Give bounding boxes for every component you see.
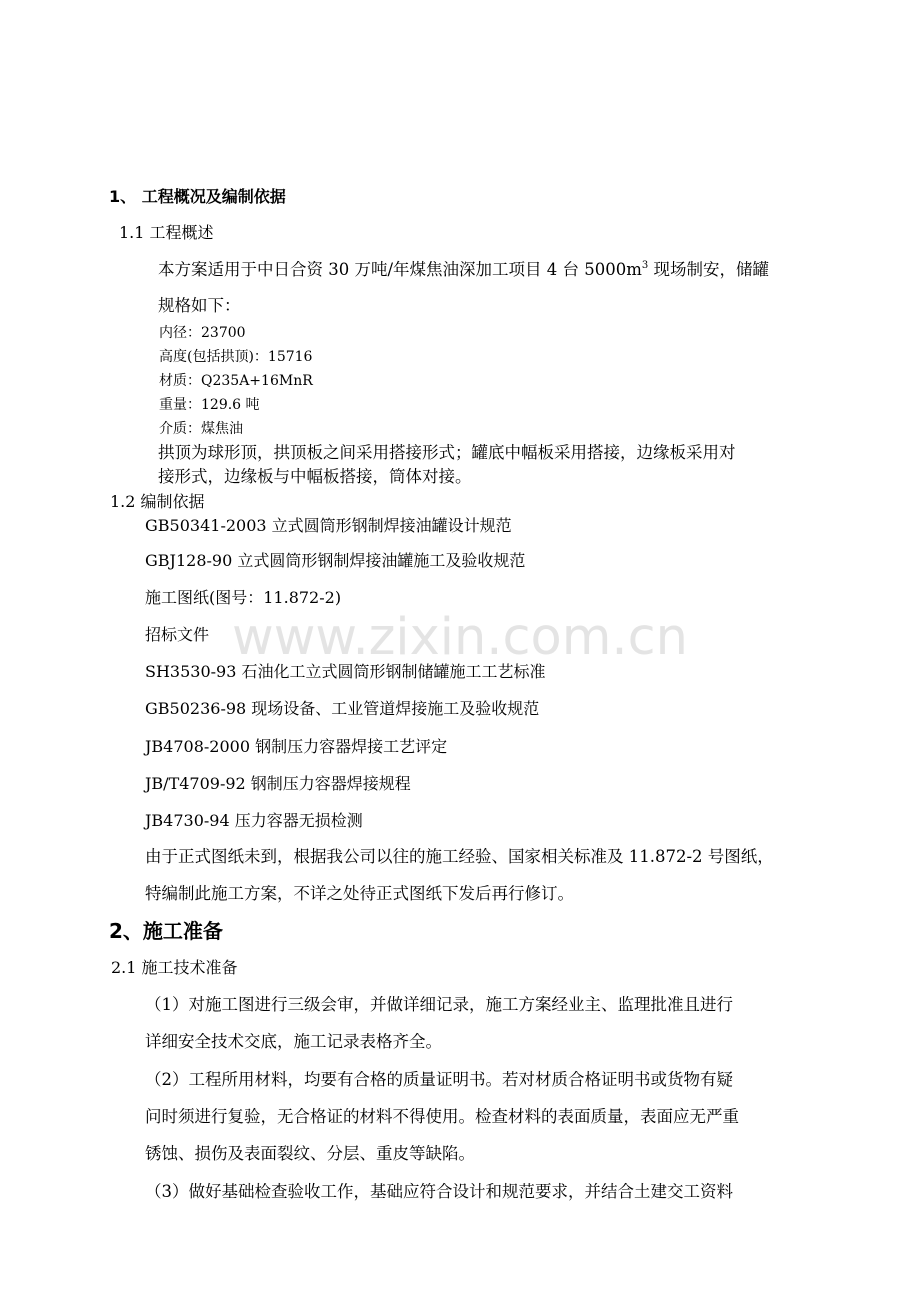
note-line-2: 特编制此施工方案，不详之处待正式图纸下发后再行修订。: [145, 884, 574, 903]
prep-item-2-line-3: 锈蚀、损伤及表面裂纹、分层、重皮等缺陷。: [145, 1144, 475, 1163]
reference-item: 施工图纸(图号：11.872-2): [145, 588, 342, 607]
spec-height: 高度(包括拱顶)：15716: [159, 349, 313, 365]
prep-item-3-line-1: （3）做好基础检查验收工作，基础应符合设计和规范要求，并结合土建交工资料: [145, 1182, 733, 1201]
prep-item-1-line-1: （1）对施工图进行三级会审，并做详细记录，施工方案经业主、监理批准且进行: [145, 995, 733, 1014]
spec-inner-diameter: 内径：23700: [159, 325, 246, 341]
reference-item: SH3530-93 石油化工立式圆筒形钢制储罐施工工艺标准: [145, 662, 546, 681]
section-1-2-heading: 1.2 编制依据: [110, 492, 205, 511]
structure-line-1: 拱顶为球形顶，拱顶板之间采用搭接形式；罐底中幅板采用搭接，边缘板采用对: [158, 443, 736, 462]
reference-item: JB4730-94 压力容器无损检测: [145, 811, 363, 830]
watermark: www.zixin.com.cn: [232, 608, 688, 667]
note-line-1: 由于正式图纸未到，根据我公司以往的施工经验、国家相关标准及 11.872-2 号图纸，: [145, 847, 774, 866]
intro-line-1: 本方案适用于中日合资 30 万吨/年煤焦油深加工项目 4 台 $5000m^3$ 现场制安，储罐: [158, 260, 770, 279]
spec-medium: 介质：煤焦油: [159, 421, 243, 437]
prep-item-1-line-2: 详细安全技术交底，施工记录表格齐全。: [145, 1032, 442, 1051]
reference-item: GBJ128-90 立式圆筒形钢制焊接油罐施工及验收规范: [145, 551, 526, 570]
reference-item: GB50341-2003 立式圆筒形钢制焊接油罐设计规范: [145, 516, 512, 535]
intro-line-2: 规格如下：: [158, 296, 241, 315]
prep-item-2-line-1: （2）工程所用材料，均要有合格的质量证明书。若对材质合格证明书或货物有疑: [145, 1070, 733, 1089]
reference-item: GB50236-98 现场设备、工业管道焊接施工及验收规范: [145, 699, 540, 718]
reference-item: 招标文件: [145, 625, 210, 644]
spec-weight: 重量：129.6 吨: [159, 397, 260, 413]
reference-item: JB4708-2000 钢制压力容器焊接工艺评定: [145, 737, 448, 756]
section-1-heading: 1、 工程概况及编制依据: [109, 187, 286, 206]
prep-item-2-line-2: 问时须进行复验，无合格证的材料不得使用。检查材料的表面质量，表面应无严重: [145, 1107, 739, 1126]
section-2-1-heading: 2.1 施工技术准备: [111, 958, 238, 977]
section-1-1-heading: 1.1 工程概述: [119, 223, 214, 242]
reference-item: JB/T4709-92 钢制压力容器焊接规程: [145, 774, 411, 793]
spec-material: 材质：Q235A+16MnR: [159, 373, 313, 389]
structure-line-2: 接形式，边缘板与中幅板搭接，筒体对接。: [158, 467, 472, 486]
section-2-heading: 2、施工准备: [109, 919, 223, 943]
